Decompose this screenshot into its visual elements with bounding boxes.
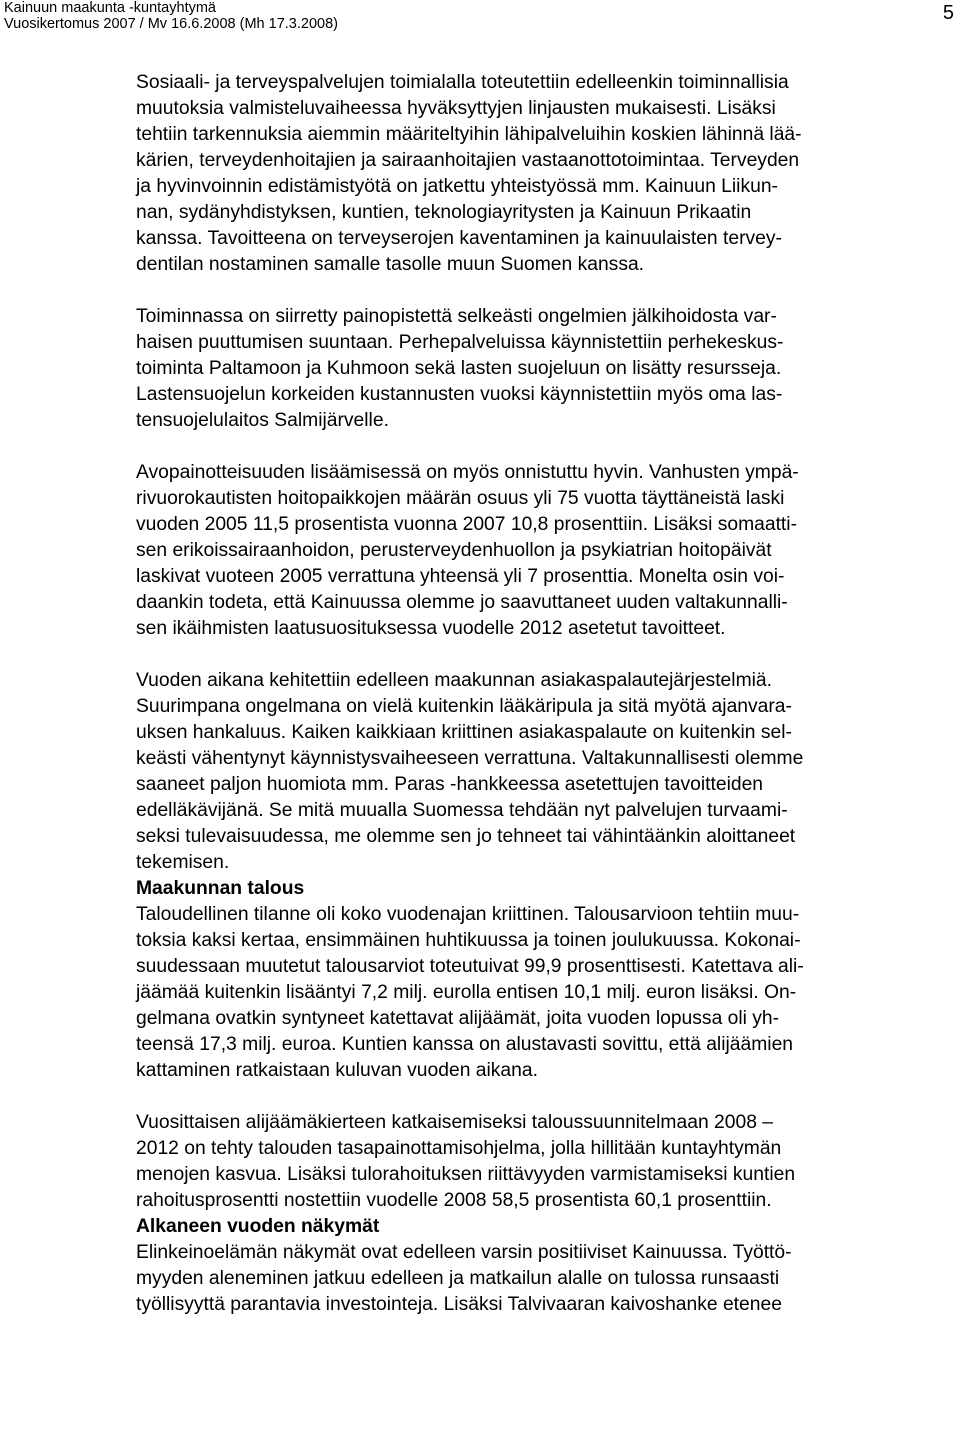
text-line: Taloudellinen tilanne oli koko vuodenajan kriittinen. Talousarvioon tehtiin muu- (136, 904, 800, 925)
paragraph-3 (136, 460, 956, 642)
paragraph-finances-2 (136, 1110, 956, 1214)
text-line: toiminta Paltamoon ja Kuhmoon sekä lasten suojeluun on lisätty resursseja. (136, 358, 782, 379)
text-line: laskivat vuoteen 2005 verrattuna yhteensä yli 7 prosenttia. Monelta osin voi- (136, 566, 785, 587)
text-line: muutoksia valmisteluvaiheessa hyväksyttyjen linjausten mukaisesti. Lisäksi (136, 98, 776, 119)
section-heading-finances: Maakunnan talous (136, 878, 305, 899)
text-line: sen erikoissairaanhoidon, perusterveydenhuollon ja psykiatrian hoitopäivät (136, 540, 772, 561)
text-line: menojen kasvua. Lisäksi tulorahoituksen riittävyyden varmistamiseksi kuntien (136, 1164, 796, 1185)
header-organization: Kainuun maakunta -kuntayhtymä (4, 0, 216, 16)
text-line: uksen hankaluus. Kaiken kaikkiaan kriittinen asiakaspalaute on kuitenkin sel- (136, 722, 792, 743)
text-line: jäämää kuitenkin lisääntyi 7,2 milj. eurolla entisen 10,1 milj. euron lisäksi. On- (136, 982, 797, 1003)
text-line: Suurimpana ongelmana on vielä kuitenkin lääkäripula ja sitä myötä ajanvara- (136, 696, 792, 717)
paragraph-outlook-1 (136, 1240, 956, 1318)
text-line: Toiminnassa on siirretty painopistettä selkeästi ongelmien jälkihoidosta var- (136, 306, 777, 327)
paragraph-1 (136, 70, 956, 278)
text-line: ja hyvinvoinnin edistämistyötä on jatkettu yhteistyössä mm. Kainuun Liikun- (136, 176, 778, 197)
text-line: Vuoden aikana kehitettiin edelleen maakunnan asiakaspalautejärjestelmiä. (136, 670, 772, 691)
text-line: kanssa. Tavoitteena on terveyserojen kaventaminen ja kainuulaisten tervey- (136, 228, 782, 249)
text-line: teensä 17,3 milj. euroa. Kuntien kanssa on alustavasti sovittu, että alijäämien (136, 1034, 794, 1055)
text-line: kattaminen ratkaistaan kuluvan vuoden aikana. (136, 1060, 538, 1081)
text-line: tensuojelulaitos Salmijärvelle. (136, 410, 389, 431)
text-line: tehtiin tarkennuksia aiemmin määriteltyihin lähipalveluihin koskien lähinnä lää- (136, 124, 802, 145)
text-line: sen ikäihmisten laatusuosituksessa vuodelle 2012 asetetut tavoitteet. (136, 618, 726, 639)
paragraph-2 (136, 304, 956, 434)
text-line: tekemisen. (136, 852, 230, 873)
text-line: edelläkävijänä. Se mitä muualla Suomessa tehdään nyt palvelujen turvaami- (136, 800, 788, 821)
text-line: Vuosittaisen alijäämäkierteen katkaisemiseksi taloussuunnitelmaan 2008 – (136, 1112, 773, 1133)
header-report-title: Vuosikertomus 2007 / Mv 16.6.2008 (Mh 17.3.2008) (4, 16, 338, 32)
text-line: suudessaan muutetut talousarviot toteutuivat 99,9 prosenttisesti. Katettava ali- (136, 956, 804, 977)
text-line: haisen puuttumisen suuntaan. Perhepalveluissa käynnistettiin perhekeskus- (136, 332, 784, 353)
text-line: Elinkeinoelämän näkymät ovat edelleen varsin positiiviset Kainuussa. Työttö- (136, 1242, 792, 1263)
page-number: 5 (942, 2, 954, 24)
text-line: toksia kaksi kertaa, ensimmäinen huhtikuussa ja toinen joulukuussa. Kokonai- (136, 930, 801, 951)
paragraph-finances-1 (136, 902, 956, 1084)
text-line: rahoitusprosentti nostettiin vuodelle 2008 58,5 prosentista 60,1 prosenttiin. (136, 1190, 772, 1211)
text-line: nan, sydänyhdistyksen, kuntien, teknologiayritysten ja Kainuun Prikaatin (136, 202, 752, 223)
text-line: seksi tulevaisuudessa, me olemme sen jo tehneet tai vähintäänkin aloittaneet (136, 826, 796, 847)
text-line: keästi vähentynyt käynnistysvaiheeseen verrattuna. Valtakunnallisesti olemme (136, 748, 804, 769)
text-line: gelmana ovatkin syntyneet katettavat alijäämät, joita vuoden lopussa oli yh- (136, 1008, 780, 1029)
text-line: Lastensuojelun korkeiden kustannusten vuoksi käynnistettiin myös oma las- (136, 384, 783, 405)
text-line: myyden aleneminen jatkuu edelleen ja matkailun alalle on tulossa runsaasti (136, 1268, 780, 1289)
section-heading-outlook: Alkaneen vuoden näkymät (136, 1216, 380, 1237)
text-line: vuoden 2005 11,5 prosentista vuonna 2007 10,8 prosenttiin. Lisäksi somaatti- (136, 514, 797, 535)
text-line: dentilan nostaminen samalle tasolle muun Suomen kanssa. (136, 254, 645, 275)
text-line: Avopainotteisuuden lisäämisessä on myös onnistuttu hyvin. Vanhusten ympä- (136, 462, 799, 483)
text-line: Sosiaali- ja terveyspalvelujen toimialalla toteutettiin edelleenkin toiminnallisia (136, 72, 789, 93)
text-line: työllisyyttä parantavia investointeja. Lisäksi Talvivaaran kaivoshanke etenee (136, 1294, 782, 1315)
text-line: kärien, terveydenhoitajien ja sairaanhoitajien vastaanottotoimintaa. Terveyden (136, 150, 800, 171)
text-line: 2012 on tehty talouden tasapainottamisohjelma, jolla hillitään kuntayhtymän (136, 1138, 782, 1159)
page-header (4, 0, 954, 40)
document-body (136, 70, 956, 1318)
text-line: saaneet paljon huomiota mm. Paras -hankkeessa asetettujen tavoitteiden (136, 774, 764, 795)
text-line: rivuorokautisten hoitopaikkojen määrän osuus yli 75 vuotta täyttäneistä laski (136, 488, 785, 509)
paragraph-4 (136, 668, 956, 876)
text-line: daankin todeta, että Kainuussa olemme jo saavuttaneet uuden valtakunnalli- (136, 592, 788, 613)
